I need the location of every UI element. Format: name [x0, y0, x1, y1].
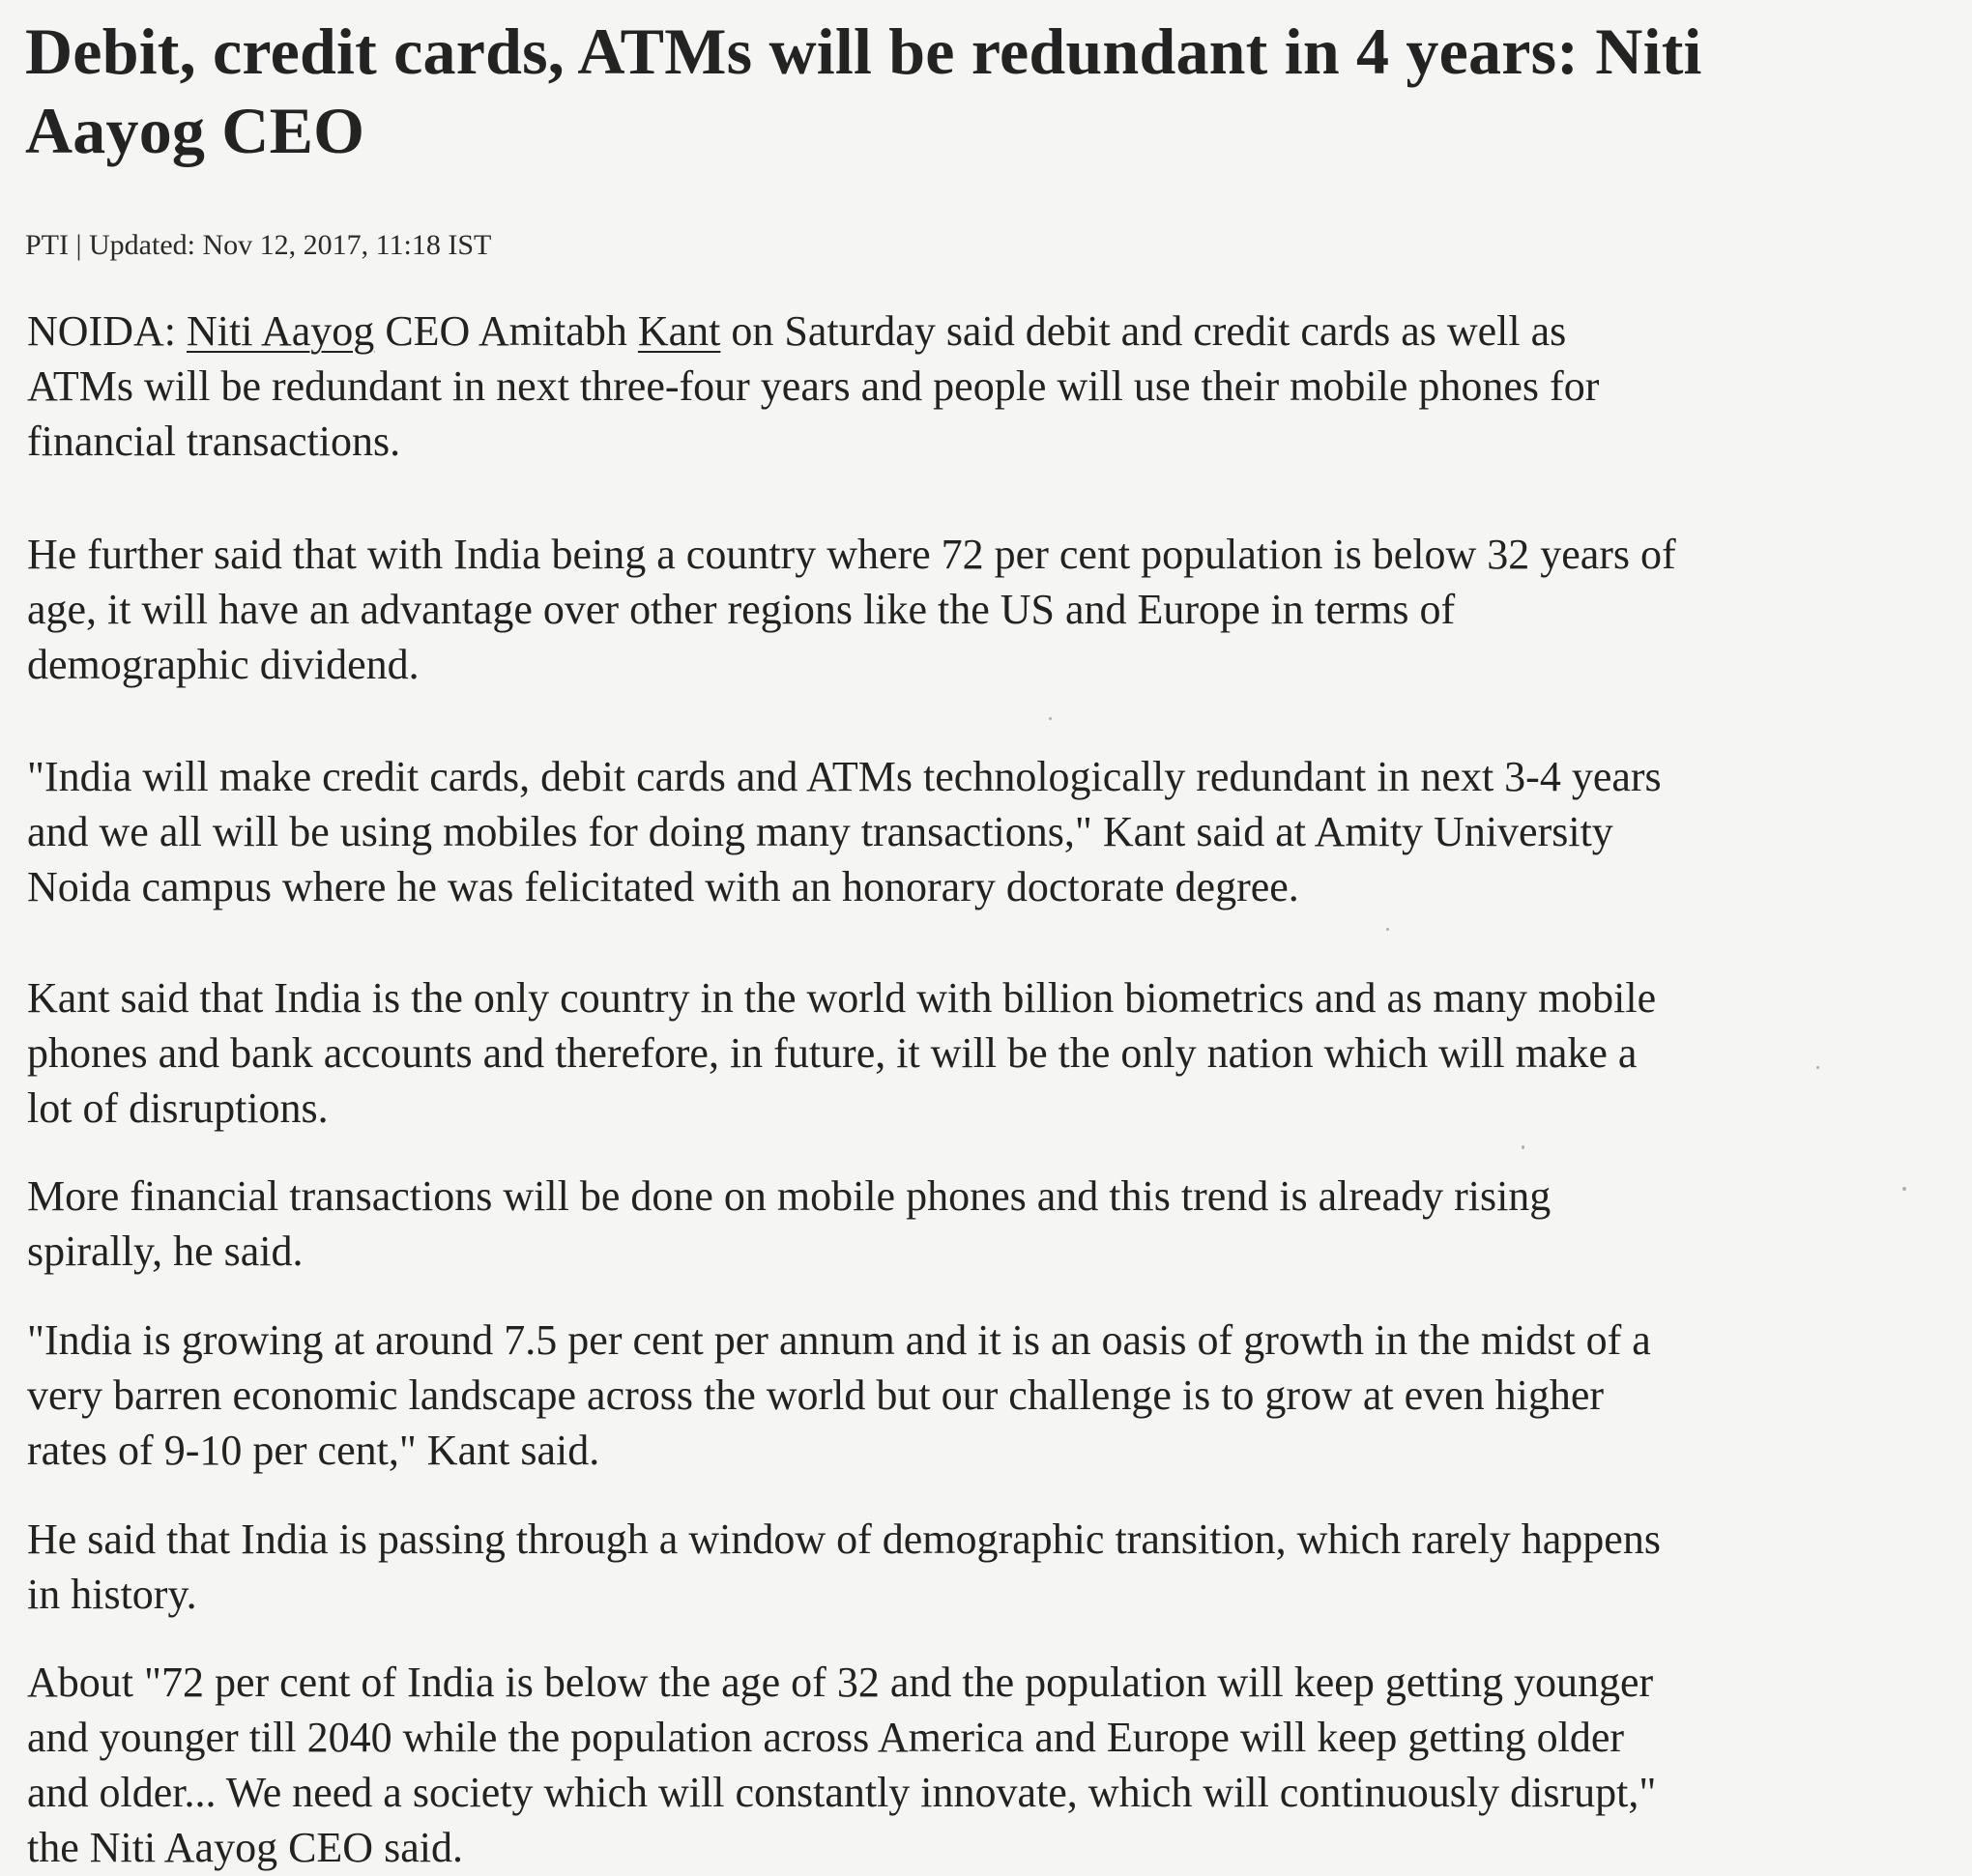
paragraph-6	[27, 1313, 1960, 1478]
paragraph-2-line-2: age, it will have an advantage over other regions like the US and Europe in terms of	[27, 586, 1456, 633]
paragraph-4-line-1: Kant said that India is the only country in the world with billion biometrics and as many mobile	[27, 974, 1657, 1022]
paragraph-8-line-2: and younger till 2040 while the population across America and Europe will keep getting older	[27, 1714, 1625, 1761]
paragraph-2-line-1: He further said that with India being a country where 72 per cent population is below 32 years of	[27, 531, 1676, 578]
paragraph-3-line-3: Noida campus where he was felicitated with an honorary doctorate degree.	[27, 863, 1299, 910]
scan-speck	[1049, 717, 1052, 720]
paragraph-7	[27, 1512, 1960, 1622]
paragraph-6-line-3: rates of 9-10 per cent," Kant said.	[27, 1427, 600, 1474]
article-byline: PTI | Updated: Nov 12, 2017, 11:18 IST	[25, 229, 492, 261]
scan-speck	[1902, 1187, 1906, 1191]
paragraph-6-line-2: very barren economic landscape across the world but our challenge is to grow at even higher	[27, 1371, 1605, 1419]
paragraph-5-line-2: spirally, he said.	[27, 1227, 304, 1275]
paragraph-5-line-1: More financial transactions will be done on mobile phones and this trend is already rising	[27, 1172, 1552, 1220]
paragraph-2-line-3: demographic dividend.	[27, 641, 420, 688]
kant-link[interactable]: Kant	[637, 307, 721, 355]
dateline-text: NOIDA:	[27, 307, 187, 355]
paragraph-1-text-b: CEO Amitabh	[374, 307, 638, 355]
paragraph-3	[27, 749, 1960, 914]
paragraph-1-line-1	[27, 303, 1960, 359]
paragraph-1-text-c: on Saturday said debit and credit cards as well as	[720, 307, 1567, 355]
headline-line-2: Aayog CEO	[25, 94, 365, 167]
paragraph-7-line-1: He said that India is passing through a window of demographic transition, which rarely happens	[27, 1515, 1661, 1563]
paragraph-3-line-2: and we all will be using mobiles for doing many transactions," Kant said at Amity University	[27, 808, 1613, 855]
paragraph-5	[27, 1169, 1960, 1279]
paragraph-4-line-2: phones and bank accounts and therefore, in future, it will be the only nation which will make a	[27, 1029, 1638, 1077]
paragraph-2	[27, 527, 1960, 692]
paragraph-7-line-2: in history.	[27, 1571, 197, 1618]
article-headline	[25, 12, 1949, 170]
headline-line-1: Debit, credit cards, ATMs will be redundant in 4 years: Niti	[25, 14, 1702, 88]
niti-aayog-link[interactable]: Niti Aayog	[186, 307, 375, 355]
paragraph-8-line-4: the Niti Aayog CEO said.	[27, 1824, 463, 1871]
paragraph-8	[27, 1655, 1960, 1875]
scan-speck	[1522, 1145, 1524, 1149]
scan-speck	[1816, 1066, 1819, 1069]
paragraph-8-line-3: and older... We need a society which will constantly innovate, which will continuously disrupt,"	[27, 1769, 1657, 1816]
paragraph-6-line-1: "India is growing at around 7.5 per cent per annum and it is an oasis of growth in the midst of a	[27, 1316, 1651, 1364]
paragraph-1	[27, 303, 1960, 469]
paragraph-1-line-2: ATMs will be redundant in next three-four years and people will use their mobile phones for	[27, 362, 1600, 410]
paragraph-8-line-1: About "72 per cent of India is below the age of 32 and the population will keep getting younger	[27, 1659, 1654, 1706]
paragraph-1-line-3: financial transactions.	[27, 418, 401, 465]
paragraph-4	[27, 970, 1960, 1136]
scan-speck	[1386, 928, 1389, 931]
paragraph-3-line-1: "India will make credit cards, debit cards and ATMs technologically redundant in next 3-4 years	[27, 753, 1662, 800]
paragraph-4-line-3: lot of disruptions.	[27, 1084, 329, 1132]
